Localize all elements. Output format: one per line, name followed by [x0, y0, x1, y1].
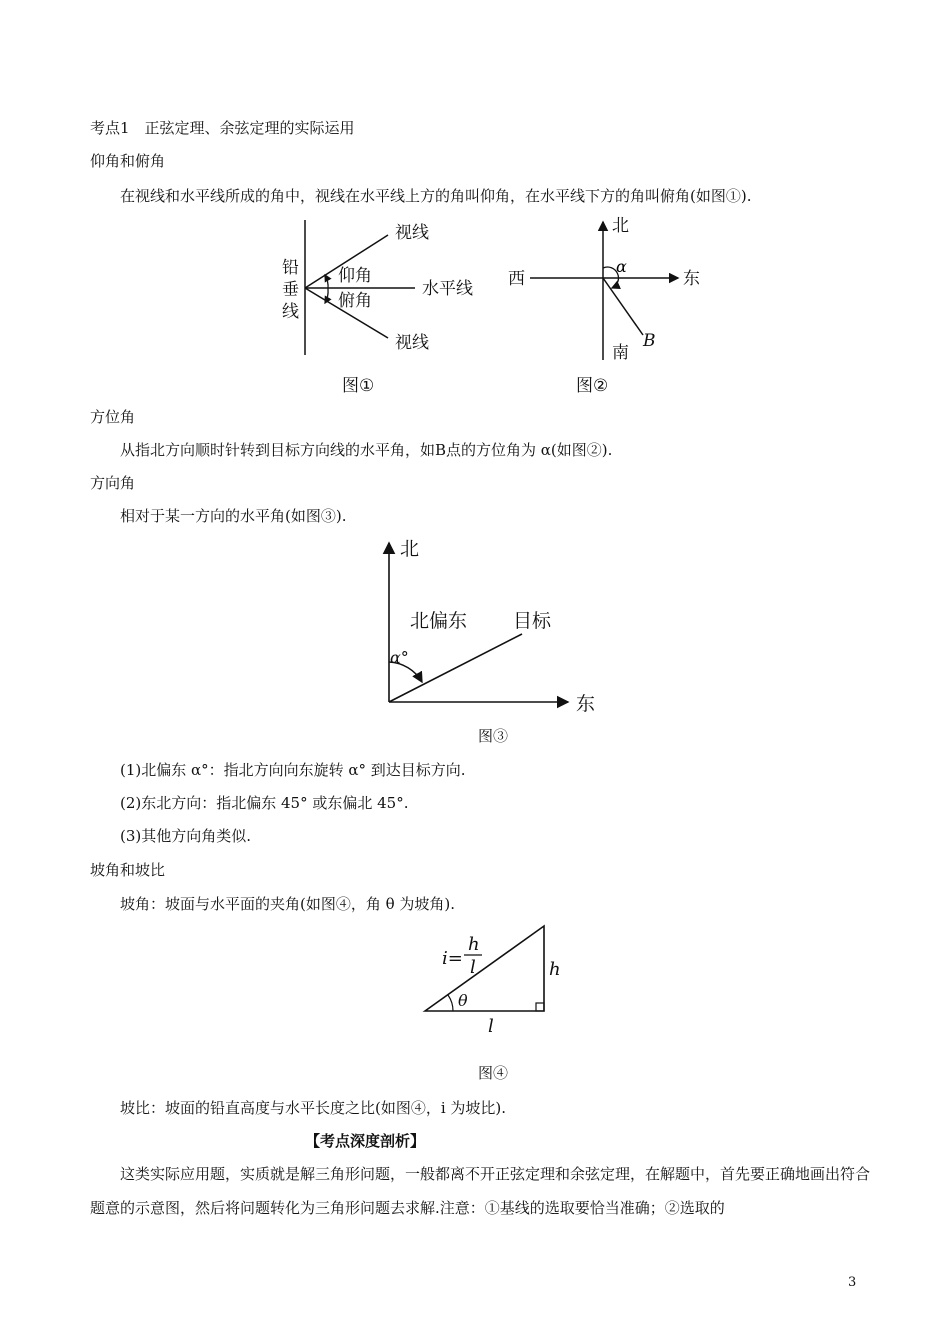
bearing-text: 从指北方向顺时针转到目标方向线的水平角，如B点的方位角为 α(如图②). — [120, 441, 613, 459]
right-angle-mark — [536, 1003, 544, 1011]
heading-slope: 坡角和坡比 — [90, 861, 166, 879]
page-number: 3 — [848, 1275, 857, 1290]
bearing-line-b — [603, 278, 643, 335]
east-label: 东 — [683, 269, 700, 289]
section-heading: 考点1 正弦定理、余弦定理的实际运用 — [90, 119, 355, 137]
figure-elevation-depression — [270, 215, 500, 360]
depression-angle-label: 俯角 — [338, 291, 372, 311]
alpha-degree-label: α° — [390, 648, 409, 667]
slope-ratio-i: i= — [442, 948, 463, 969]
direction-text: 相对于某一方向的水平角(如图③). — [120, 507, 347, 525]
elevation-arc — [325, 275, 328, 289]
direction-item-3: (3)其他方向角类似. — [120, 827, 252, 845]
slope-ratio-h: h — [468, 934, 480, 955]
heading-direction: 方向角 — [90, 474, 136, 492]
sight-line-bottom-label: 视线 — [395, 333, 429, 353]
direction-item-1: (1)北偏东 α°：指北方向向东旋转 α° 到达目标方向. — [120, 761, 466, 779]
north-label: 北 — [612, 216, 629, 236]
height-label: h — [549, 959, 561, 980]
east-label: 东 — [576, 693, 596, 715]
vertical-label-1: 铅 — [282, 258, 299, 278]
heading-elevation: 仰角和俯角 — [90, 152, 166, 170]
sight-line-top-label: 视线 — [395, 223, 429, 243]
alpha-label: α — [616, 257, 627, 276]
figure-2-caption: 图② — [576, 376, 609, 396]
vertical-label-3: 线 — [282, 302, 299, 322]
south-label: 南 — [612, 343, 629, 363]
figure-3-caption: 图③ — [478, 727, 509, 745]
figure-1-caption: 图① — [342, 376, 375, 396]
analysis-text: 这类实际应用题，实质就是解三角形问题，一般都离不开正弦定理和余弦定理，在解题中，首先要正确地画出符合题意的示意图，然后将问题转化为三角形问题去求解.注意：①基线的选取要恰当准确；②选取的 — [90, 1165, 871, 1217]
figure-4-caption: 图④ — [478, 1064, 509, 1082]
theta-label: θ — [458, 991, 468, 1010]
elevation-text: 在视线和水平线所成的角中，视线在水平线上方的角叫仰角，在水平线下方的角叫俯角(如图①). — [120, 187, 752, 205]
north-by-east-label: 北偏东 — [410, 610, 468, 632]
west-label: 西 — [508, 269, 525, 289]
direction-item-2: (2)东北方向：指北偏东 45° 或东偏北 45°. — [120, 794, 409, 812]
vertical-label-2: 垂 — [282, 280, 299, 300]
length-label: l — [488, 1016, 494, 1037]
figure-slope — [420, 920, 570, 1040]
north-label: 北 — [400, 538, 420, 560]
target-label: 目标 — [513, 610, 552, 632]
slope-angle-text: 坡角：坡面与水平面的夹角(如图④，角 θ 为坡角). — [120, 895, 456, 913]
horizontal-line-label: 水平线 — [422, 279, 473, 299]
point-b-label: B — [643, 331, 656, 351]
figure-direction-angle — [370, 533, 610, 718]
figure-bearing — [500, 210, 710, 365]
slope-ratio-text: 坡比：坡面的铅直高度与水平长度之比(如图④，i 为坡比). — [120, 1099, 507, 1117]
slope-ratio-l: l — [470, 957, 476, 978]
theta-arc — [448, 995, 453, 1011]
analysis-heading: 【考点深度剖析】 — [305, 1132, 426, 1150]
heading-bearing: 方位角 — [90, 408, 136, 426]
elevation-angle-label: 仰角 — [338, 266, 372, 286]
